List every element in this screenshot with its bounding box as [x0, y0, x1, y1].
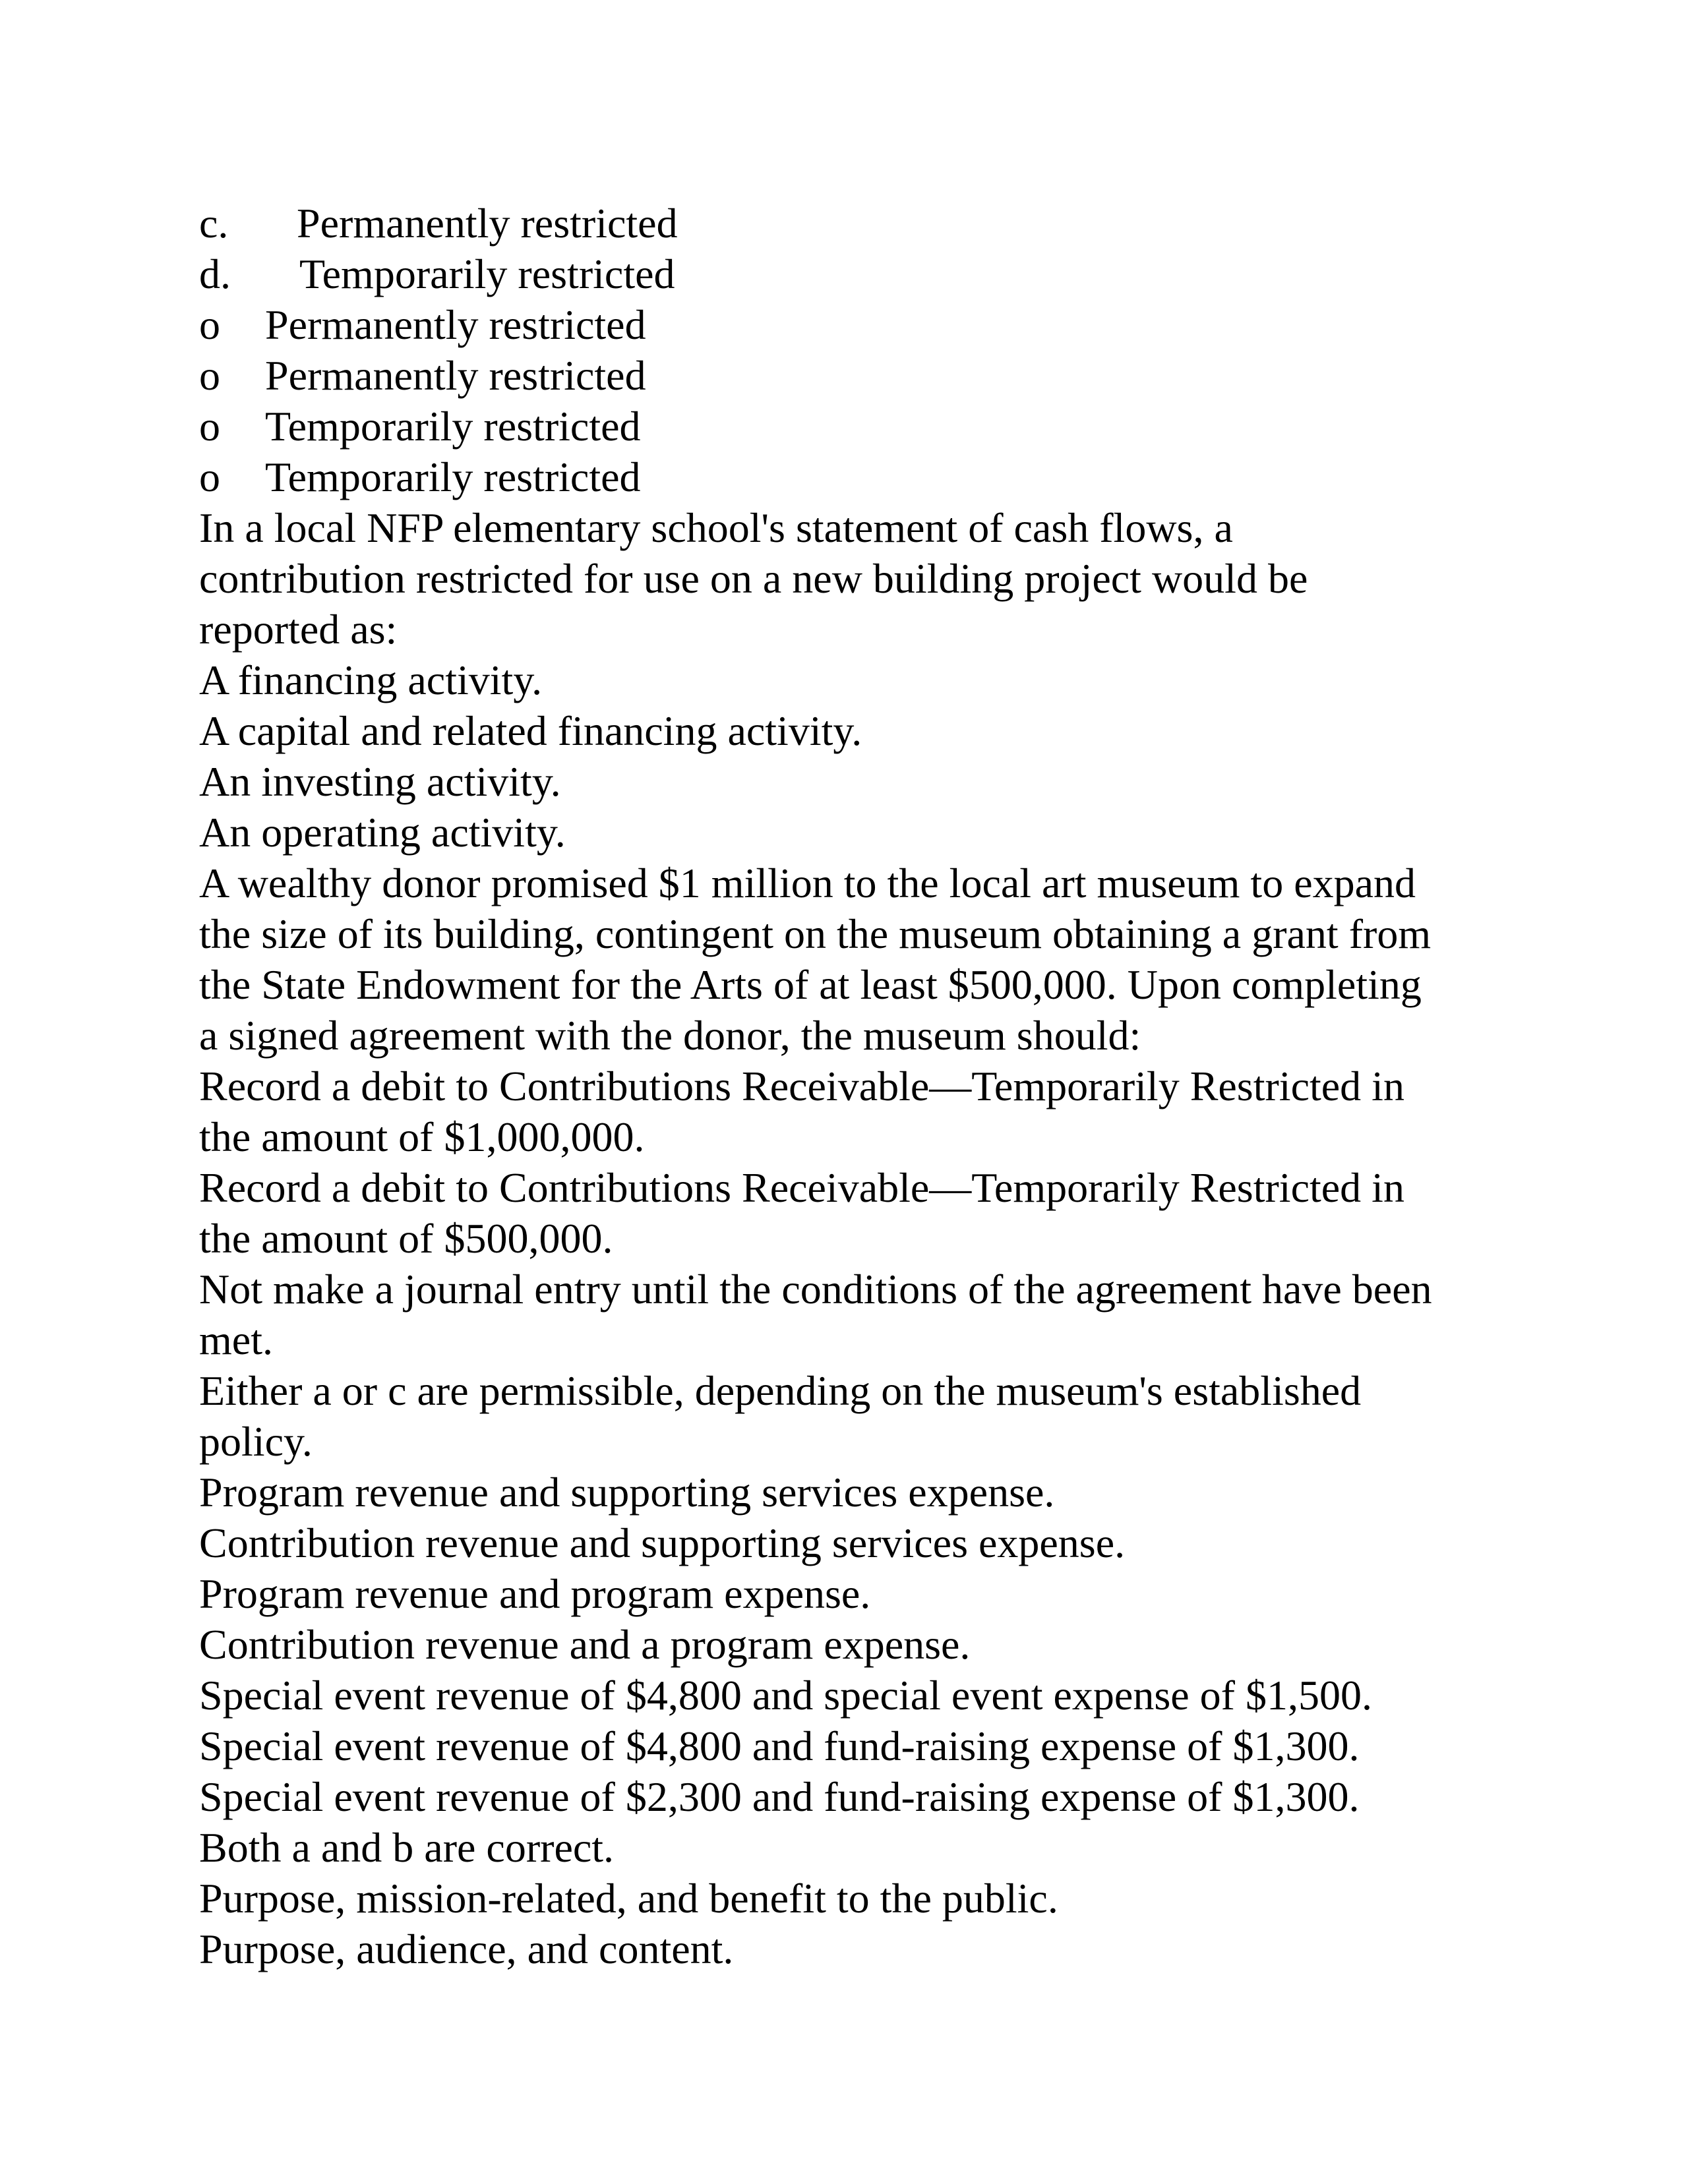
- text-line: Either a or c are permissible, depending on the museum's established: [199, 1367, 1362, 1414]
- text-line: Purpose, audience, and content.: [199, 1926, 734, 1972]
- text-line: Special event revenue of $4,800 and fund-raising expense of $1,300.: [199, 1723, 1360, 1769]
- option-text: Permanently restricted: [297, 200, 678, 247]
- text-line: Special event revenue of $2,300 and fund-raising expense of $1,300.: [199, 1773, 1360, 1820]
- text-line: the amount of $1,000,000.: [199, 1113, 645, 1160]
- text-line: Program revenue and supporting services expense.: [199, 1469, 1055, 1516]
- text-line: met.: [199, 1316, 273, 1363]
- option-marker: d.: [199, 251, 231, 297]
- text-line: a signed agreement with the donor, the museum should:: [199, 1012, 1141, 1059]
- document-content: [199, 198, 1505, 1974]
- text-line: An investing activity.: [199, 758, 561, 805]
- bullet-item: [199, 401, 1505, 452]
- text-line: Contribution revenue and a program expense.: [199, 1621, 971, 1668]
- option-d: [199, 249, 1505, 299]
- text-line: reported as:: [199, 606, 398, 653]
- text-line: the size of its building, contingent on the museum obtaining a grant from: [199, 910, 1432, 957]
- option-c: [199, 198, 1505, 249]
- text-line: Special event revenue of $4,800 and special event expense of $1,500.: [199, 1672, 1372, 1719]
- bullet-marker: o: [199, 301, 220, 348]
- bullet-text: Permanently restricted: [265, 301, 646, 348]
- text-line: A capital and related financing activity.: [199, 707, 862, 754]
- text-line: Both a and b are correct.: [199, 1824, 615, 1871]
- bullet-marker: o: [199, 403, 220, 450]
- text-line: Not make a journal entry until the conditions of the agreement have been: [199, 1266, 1432, 1313]
- text-line: contribution restricted for use on a new building project would be: [199, 555, 1308, 602]
- text-line: Record a debit to Contributions Receivable—Temporarily Restricted in: [199, 1164, 1404, 1211]
- text-line: In a local NFP elementary school's statement of cash flows, a: [199, 504, 1233, 551]
- bullet-marker: o: [199, 454, 220, 500]
- bullet-item: [199, 452, 1505, 502]
- text-line: A financing activity.: [199, 657, 543, 703]
- text-line: Record a debit to Contributions Receivable—Temporarily Restricted in: [199, 1063, 1404, 1109]
- bullet-text: Permanently restricted: [265, 352, 646, 399]
- text-line: policy.: [199, 1418, 313, 1465]
- text-line: A wealthy donor promised $1 million to the local art museum to expand: [199, 860, 1416, 906]
- bullet-item: [199, 350, 1505, 401]
- bullet-text: Temporarily restricted: [265, 403, 641, 450]
- text-line: An operating activity.: [199, 809, 566, 856]
- option-text: Temporarily restricted: [299, 251, 675, 297]
- text-line: the amount of $500,000.: [199, 1215, 613, 1262]
- option-marker: c.: [199, 200, 229, 247]
- text-line: Contribution revenue and supporting services expense.: [199, 1520, 1126, 1566]
- text-line: Program revenue and program expense.: [199, 1570, 871, 1617]
- text-line: the State Endowment for the Arts of at least $500,000. Upon completing: [199, 961, 1422, 1008]
- text-line: Purpose, mission-related, and benefit to the public.: [199, 1875, 1058, 1922]
- bullet-marker: o: [199, 352, 220, 399]
- bullet-text: Temporarily restricted: [265, 454, 641, 500]
- bullet-item: [199, 299, 1505, 350]
